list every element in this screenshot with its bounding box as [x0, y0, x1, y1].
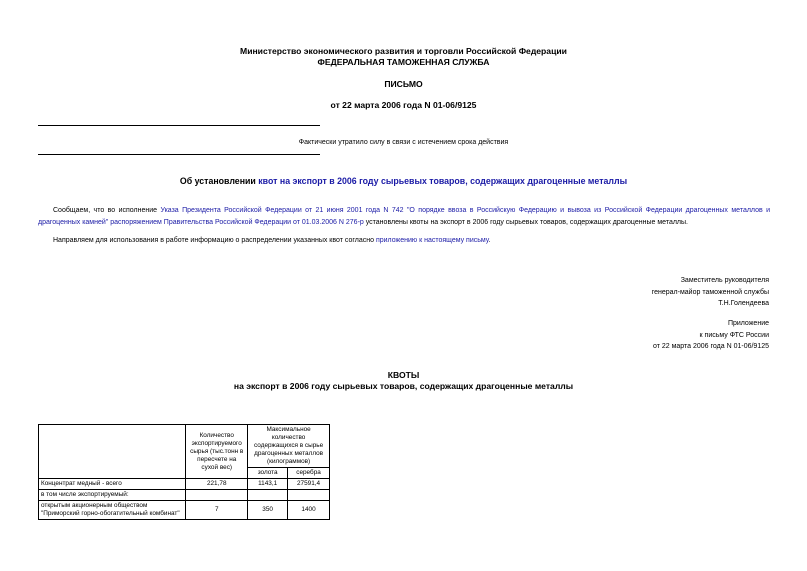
- title-link[interactable]: квот на экспорт в 2006 году сырьевых товаров, содержащих драгоценные металлы: [258, 176, 628, 186]
- row-silver: 27591,4: [288, 479, 330, 490]
- service-name: ФЕДЕРАЛЬНАЯ ТАМОЖЕННАЯ СЛУЖБА: [317, 57, 490, 67]
- appendix-label: Приложение: [727, 320, 769, 327]
- signature-name: Т.Н.Голендеева: [718, 300, 769, 307]
- document-date: от 22 марта 2006 года N 01-06/9125: [330, 100, 477, 110]
- row-gold: [248, 490, 288, 501]
- row-name: открытым акционерным обществом "Приморский горно-обогатительный комбинат": [39, 501, 186, 520]
- table-row: [39, 490, 330, 501]
- header-silver: серебра: [288, 468, 330, 479]
- appendix-date: от 22 марта 2006 года N 01-06/9125: [652, 343, 769, 350]
- row-name: в том числе экспортируемый:: [39, 490, 186, 501]
- header-quantity: Количество экспортируемого сырья (тыс.тонн в пересчете на сухой вес): [186, 425, 248, 479]
- quota-title: КВОТЫ: [387, 370, 420, 380]
- signature-rank: генерал-майор таможенной службы: [651, 288, 769, 296]
- row-quantity: 221,78: [186, 479, 248, 490]
- table-header-row: [39, 425, 330, 468]
- row-silver: 1400: [288, 501, 330, 520]
- row-silver: [288, 490, 330, 501]
- body-paragraph-1: [38, 205, 770, 229]
- table-row: [39, 479, 330, 490]
- title-prefix: Об установлении: [179, 176, 259, 186]
- p2-end: .: [488, 237, 491, 244]
- row-gold: 350: [248, 501, 288, 520]
- order-link[interactable]: распоряжением Правительства Российской Федерации от 01.03.2006 N 276-р: [110, 219, 364, 226]
- header-gold: золота: [248, 468, 288, 479]
- row-name: Концентрат медный - всего: [39, 479, 186, 490]
- header-empty-cell: [39, 425, 186, 479]
- p2-start: Направляем для использования в работе информацию о распределении указанных квот согласно: [53, 237, 376, 244]
- p1-start: Сообщаем, что во исполнение: [53, 207, 161, 214]
- row-quantity: 7: [186, 501, 248, 520]
- row-gold: 1143,1: [248, 479, 288, 490]
- status-note: Фактически утратило силу в связи с истечением срока действия: [298, 139, 509, 146]
- row-quantity: [186, 490, 248, 501]
- decree-link[interactable]: Указа Президента Российской Федерации от 21 июня 2001 года N 742 "О порядке ввоза в Российскую Федерацию и вывоза из Российской Федерации драгоценных металлов и драгоценных камней": [38, 207, 771, 226]
- signature-block: [469, 275, 769, 310]
- document-type: ПИСЬМО: [384, 79, 423, 89]
- appendix-letter: к письму ФТС России: [699, 331, 769, 339]
- document-title: [0, 176, 807, 186]
- quota-subtitle: на экспорт в 2006 году сырьевых товаров, содержащих драгоценные металлы: [233, 381, 574, 391]
- body-paragraph-2: [38, 235, 770, 247]
- divider-bottom: [38, 154, 320, 155]
- p1-end: установлены квоты на экспорт в 2006 году сырьевых товаров, содержащих драгоценные металлы.: [363, 219, 688, 226]
- ministry-name: Министерство экономического развития и торговли Российской Федерации: [240, 46, 567, 56]
- divider-top: [38, 125, 320, 126]
- appendix-reference: [469, 318, 769, 353]
- quota-table: [38, 424, 330, 520]
- signature-position: Заместитель руководителя: [680, 277, 769, 284]
- header-max-metals: Максимальное количество содержащихся в сырье драгоценных металлов (килограммов): [248, 425, 330, 468]
- appendix-link[interactable]: приложению к настоящему письму: [375, 237, 489, 244]
- table-row: [39, 501, 330, 520]
